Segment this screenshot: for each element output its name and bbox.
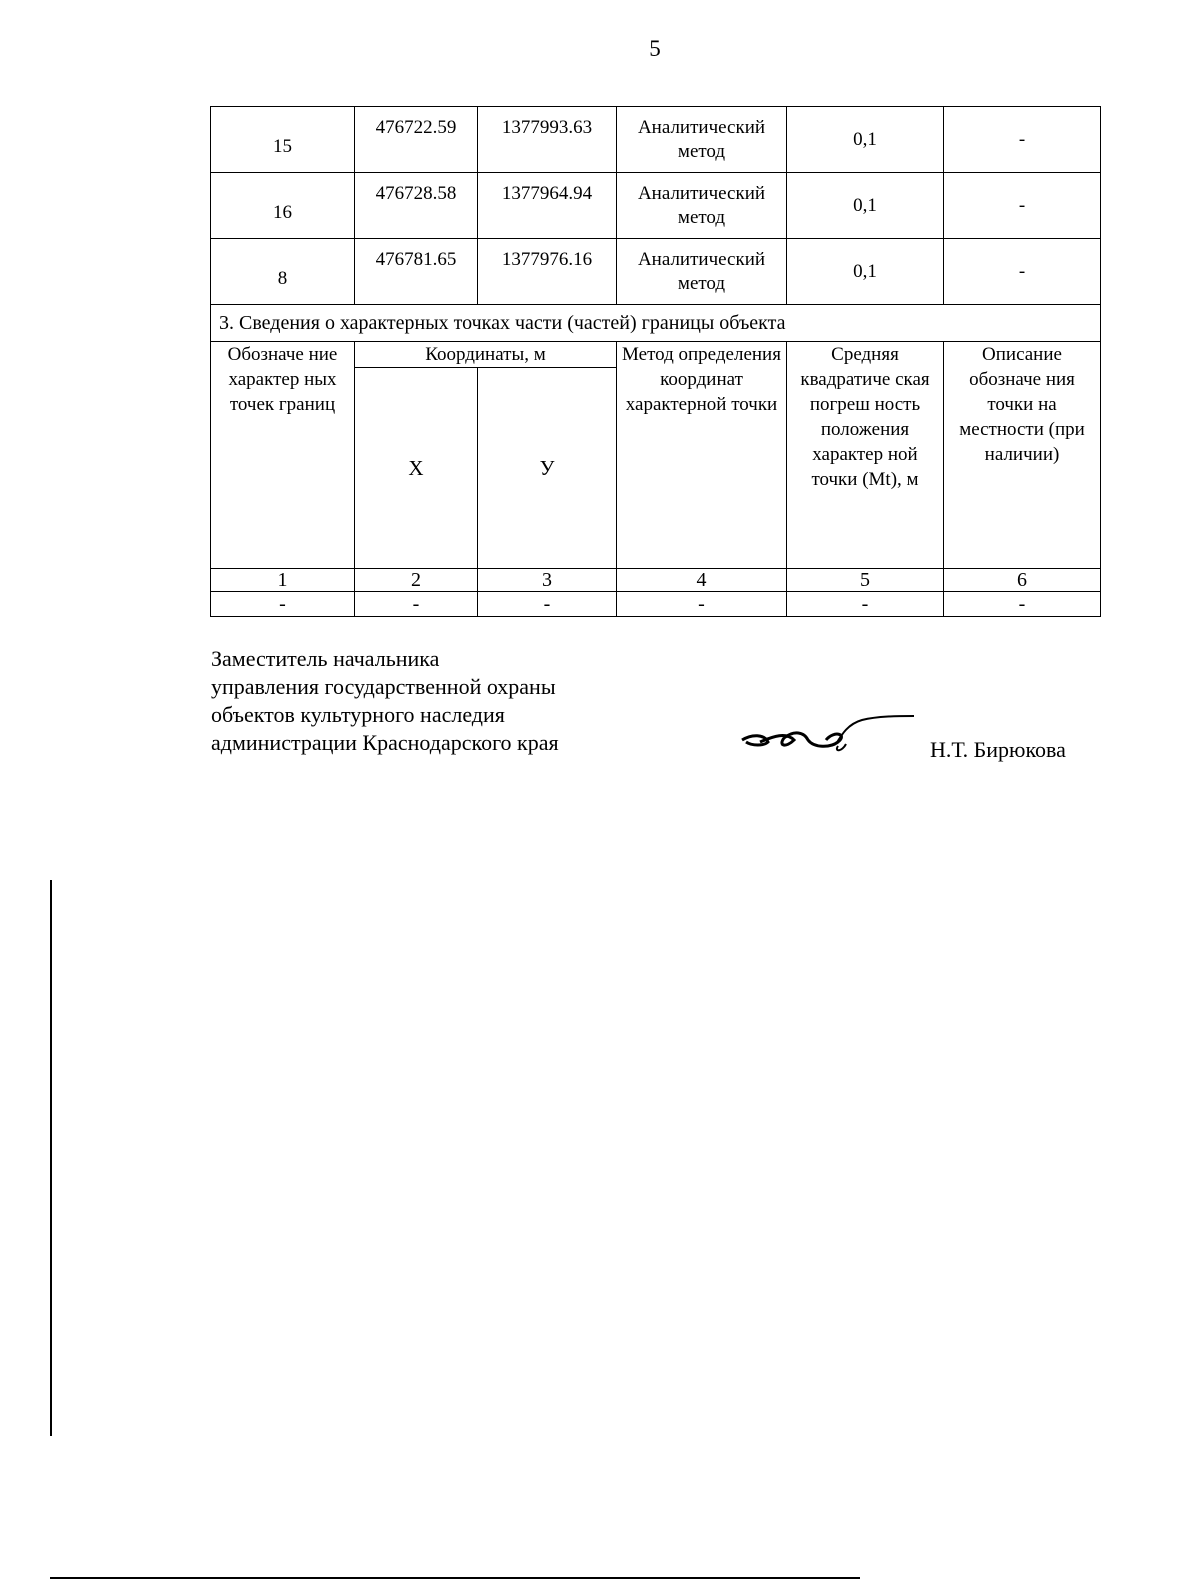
empty-row xyxy=(211,592,1101,617)
error-cell: 0,1 xyxy=(787,107,944,173)
page-number: 5 xyxy=(649,36,661,61)
header-designation: Обозначе ние характер ных точек границ xyxy=(211,342,355,569)
y-coordinate: 1377993.63 xyxy=(478,107,617,173)
column-number: 5 xyxy=(787,569,944,592)
header-coordinates: Координаты, м xyxy=(355,342,617,368)
empty-cell: - xyxy=(355,592,478,617)
section-title-row xyxy=(211,305,1101,342)
empty-cell: - xyxy=(787,592,944,617)
x-coordinate: 476728.58 xyxy=(355,173,478,239)
column-number: 3 xyxy=(478,569,617,592)
description-cell: - xyxy=(944,173,1101,239)
coordinates-table xyxy=(210,106,1101,617)
point-number: 15 xyxy=(211,107,355,173)
method-cell: Аналитический метод xyxy=(617,107,787,173)
error-cell: 0,1 xyxy=(787,239,944,305)
column-number: 4 xyxy=(617,569,787,592)
y-coordinate: 1377964.94 xyxy=(478,173,617,239)
column-numbers-row xyxy=(211,569,1101,592)
header-error: Средняя квадратиче ская погреш ность положения характер ной точки (Mt), м xyxy=(787,342,944,569)
handwritten-signature xyxy=(738,712,918,760)
header-description: Описание обозначе ния точки на местности (при наличии) xyxy=(944,342,1101,569)
table-row xyxy=(211,173,1101,239)
empty-cell: - xyxy=(211,592,355,617)
empty-cell: - xyxy=(617,592,787,617)
description-cell: - xyxy=(944,107,1101,173)
y-coordinate: 1377976.16 xyxy=(478,239,617,305)
empty-cell: - xyxy=(478,592,617,617)
method-cell: Аналитический метод xyxy=(617,173,787,239)
signer-name: Н.Т. Бирюкова xyxy=(930,737,1066,762)
table-row xyxy=(211,107,1101,173)
column-number: 2 xyxy=(355,569,478,592)
point-number: 8 xyxy=(211,239,355,305)
position-line: объектов культурного наследия xyxy=(211,702,505,727)
position-line: Заместитель начальника xyxy=(211,646,440,671)
table-row xyxy=(211,239,1101,305)
header-x: Х xyxy=(355,368,478,569)
x-coordinate: 476722.59 xyxy=(355,107,478,173)
header-y: У xyxy=(478,368,617,569)
header-row xyxy=(211,342,1101,368)
column-number: 6 xyxy=(944,569,1101,592)
description-cell: - xyxy=(944,239,1101,305)
empty-cell: - xyxy=(944,592,1101,617)
x-coordinate: 476781.65 xyxy=(355,239,478,305)
header-method: Метод определения координат характерной точки xyxy=(617,342,787,569)
method-cell: Аналитический метод xyxy=(617,239,787,305)
margin-line xyxy=(50,880,52,1436)
column-number: 1 xyxy=(211,569,355,592)
error-cell: 0,1 xyxy=(787,173,944,239)
section-title: 3. Сведения о характерных точках части (частей) границы объекта xyxy=(211,305,1101,342)
signatory-position xyxy=(211,645,559,757)
position-line: управления государственной охраны xyxy=(211,674,556,699)
position-line: администрации Краснодарского края xyxy=(211,730,559,755)
point-number: 16 xyxy=(211,173,355,239)
